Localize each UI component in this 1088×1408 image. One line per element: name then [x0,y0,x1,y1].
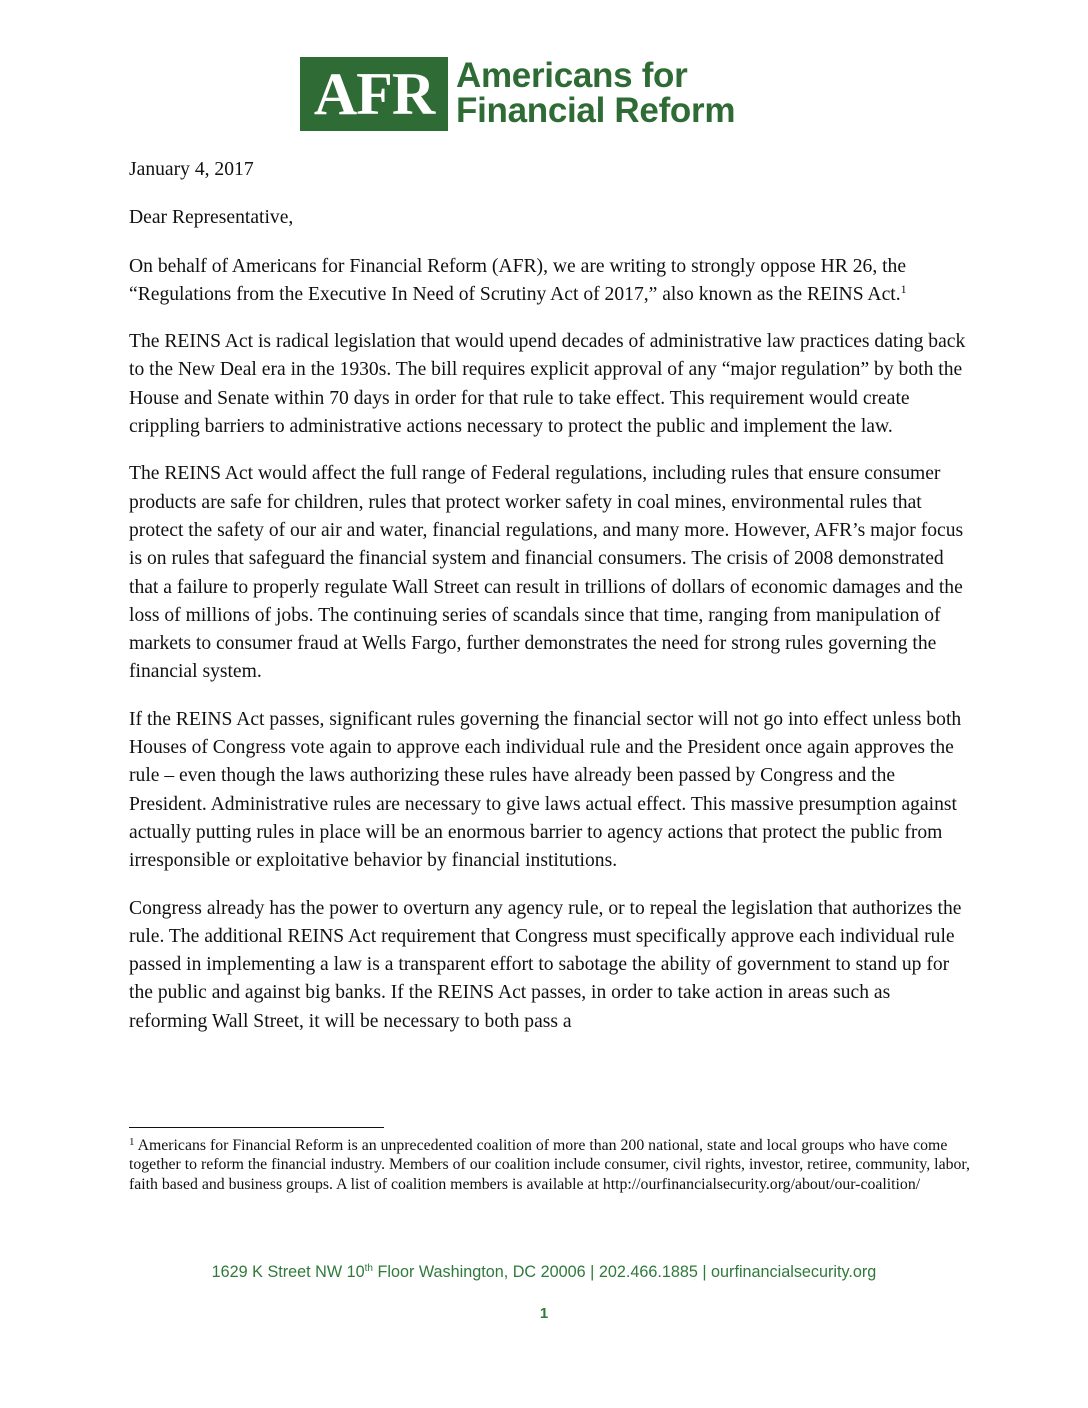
letter-salutation: Dear Representative, [129,207,294,229]
body-paragraph: The REINS Act would affect the full range of Federal regulations, including rules that ensure consumer products are safe for children, rules that protect worker safety in coal mines, environmental rules that protect the safety of our air and water, financial regulations, and many more. However, AFR’s major focus is on rules that safeguard the financial system and financial consumers. The crisis of 2008 demonstrated that a failure to properly regulate Wall Street can result in trillions of dollars of economic damages and the loss of millions of jobs. The continuing series of scandals since that time, ranging from manipulation of markets to consumer fraud at Wells Fargo, further demonstrates the need for strong rules governing the financial system. [129,463,964,683]
logo-abbreviation: AFR [300,57,448,131]
footnote-divider [129,1127,384,1128]
footnote-mark: 1 [129,1136,135,1148]
logo-line-2: Financial Reform [456,91,736,130]
address-part: 1629 K Street NW 10 [211,1263,365,1281]
footnote [129,1136,974,1194]
page-number: 1 [539,1305,549,1322]
footer-address [0,1262,1088,1282]
body-paragraph: If the REINS Act passes, significant rules governing the financial sector will not go into effect unless both Houses of Congress vote again to approve each individual rule and the President once again approves the rule – even though the laws authorizing these rules have already been passed by Congress and the President. Administrative rules are necessary to give laws actual effect. This massive presumption against actually putting rules in place will be an enormous barrier to agency actions that protect the public from irresponsible or exploitative behavior by financial institutions. [129,708,962,872]
letter-date: January 4, 2017 [129,159,254,180]
logo-wordmark [456,57,735,128]
logo-line-1: Americans for [456,56,688,95]
footnote-text: Americans for Financial Reform is an unprecedented coalition of more than 200 national, state and local groups who have come together to reform the financial industry. Members of our coalition include consumer, civil rights, investor, retiree, community, labor, faith based and business groups. A list of coalition members is available at http://ourfinancialsecurity.org/about/our-coalition/ [129,1137,970,1193]
body-paragraph: The REINS Act is radical legislation that would upend decades of administrative law practices dating back to the New Deal era in the 1930s. The bill requires explicit approval of any “major regulation” by both the House and Senate within 70 days in order for that rule to take effect. This requirement would create crippling barriers to administrative actions necessary to protect the public and implement the law. [129,331,966,438]
body-paragraph: Congress already has the power to overturn any agency rule, or to repeal the legislation that authorizes the rule. The additional REINS Act requirement that Congress must specifically approve each individual rule passed in implementing a law is a transparent effort to sabotage the ability of government to stand up for the public and against big banks. If the REINS Act passes, in order to take action in areas such as reforming Wall Street, it will be necessary to both pass a [129,897,962,1032]
letter-body [129,156,969,1055]
intro-text: On behalf of Americans for Financial Reform (AFR), we are writing to strongly oppose HR 26, the “Regulations from the Executive In Need of Scrutiny Act of 2017,” also known as the REINS Act. [129,255,907,305]
afr-logo [300,57,735,131]
intro-paragraph [129,253,969,310]
footnote-reference: 1 [900,281,907,296]
address-part: Floor Washington, DC 20006 | 202.466.1885 | ourfinancialsecurity.org [372,1263,877,1281]
address-superscript: th [364,1263,373,1274]
